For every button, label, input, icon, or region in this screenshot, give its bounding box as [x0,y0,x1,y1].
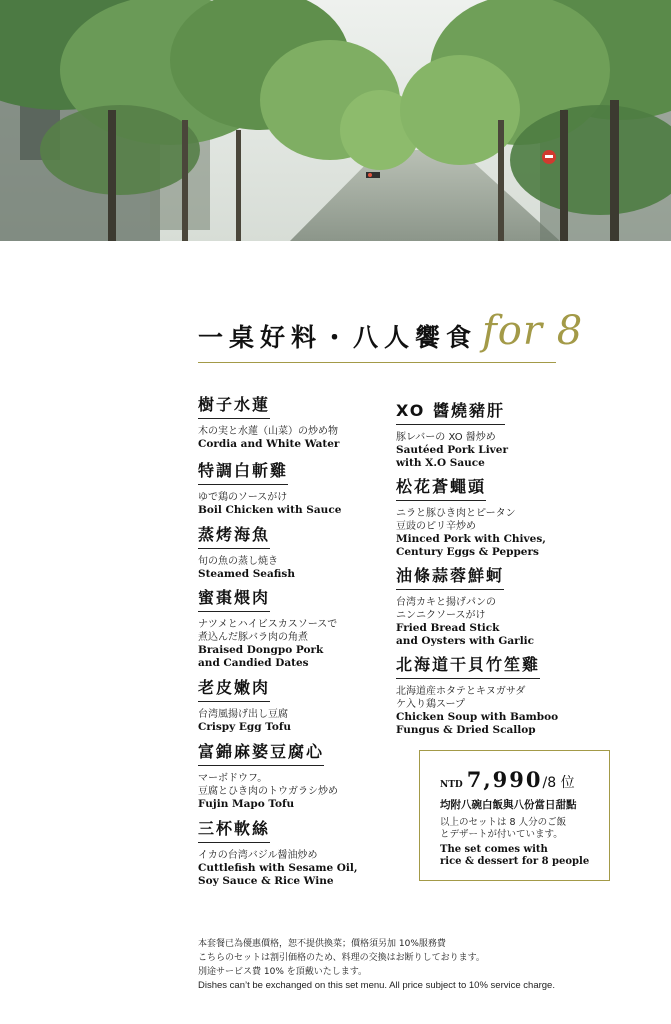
dish-name-jp: イカの台湾バジル醤油炒め [198,850,318,861]
dish-item [198,585,373,670]
dish-name-zh: 松花蒼蠅頭 [396,474,486,501]
dish-name-zh: 油條蒜蓉鮮蚵 [396,563,504,590]
dish-name-jp: 豚レバーの XO 醤炒め [396,432,496,443]
dish-name-zh: 蜜棗煨肉 [198,585,270,612]
price-line [440,767,575,792]
menu-title-for: for 8 [482,308,584,354]
dish-name-en: Crispy Egg Tofu [198,721,291,733]
price-box [419,750,610,881]
dish-name-en: Boil Chicken with Sauce [198,504,342,516]
dish-name-zh: 北海道干貝竹笙雞 [396,652,540,679]
currency-label: NTD [440,780,463,790]
footer-note-zh: 本套餐已為優惠價格，恕不提供換菜；價格須另加 10%服務費 [198,939,446,949]
includes-zh: 均附八碗白飯與八份當日甜點 [440,799,577,811]
footer-note-en: Dishes can’t be exchanged on this set menu. All price subject to 10% service charge. [198,980,555,991]
title-divider [198,362,556,363]
dish-name-jp: 北海道産ホタテとキヌガサダ ケ入り鶏スープ [396,686,526,710]
footer-note-jp: 別途サービス費 10% を頂戴いたします。 [198,967,368,977]
menu-title: 一桌好料・八人饗食 [198,323,478,352]
dish-name-jp: 台湾カキと揚げパンの ニンニクソースがけ [396,597,496,621]
dish-name-jp: 旬の魚の蒸し焼き [198,556,278,567]
footer-notes [198,937,555,993]
dish-name-en: Chicken Soup with Bamboo Fungus & Dried Scallop [396,711,559,736]
dish-name-zh: XO 醬燒豬肝 [396,398,505,425]
dish-name-zh: 富錦麻婆豆腐心 [198,739,324,766]
footer-note-jp: こちらのセットは割引価格のため、料理の交換はお断りしております。 [198,953,485,963]
dish-item [198,739,398,811]
dish-item [198,816,398,888]
dish-name-jp: ナツメとハイビスカスソースで 煮込んだ豚バラ肉の角煮 [198,619,338,643]
dish-name-en: Sautéed Pork Liver with X.O Sauce [396,444,508,469]
dish-name-en: Cordia and White Water [198,438,340,450]
dish-name-jp: 台湾風揚げ出し豆腐 [198,709,288,720]
hero-photo [0,0,671,241]
dish-name-zh: 三杯軟絲 [198,816,270,843]
dish-name-en: Cuttlefish with Sesame Oil, Soy Sauce & Rice Wine [198,862,358,887]
dish-item [396,652,596,737]
dish-item [396,474,596,559]
dish-name-jp: マーボドウフ。 豆腐とひき肉のトウガラシ炒め [198,773,338,797]
includes-en: The set comes with rice & dessert for 8 people [440,844,590,867]
dish-name-zh: 蒸烤海魚 [198,522,270,549]
dish-name-en: Braised Dongpo Pork and Candied Dates [198,644,324,669]
dish-item [198,392,373,451]
dish-name-jp: ゆで鶏のソースがけ [198,492,288,503]
dish-item [396,398,596,470]
dish-item [396,563,596,648]
dish-name-zh: 老皮嫩肉 [198,675,270,702]
dish-item [198,458,373,517]
dish-name-en: Fried Bread Stick and Oysters with Garlic [396,622,535,647]
dish-name-en: Fujin Mapo Tofu [198,798,295,810]
dish-item [198,522,373,581]
dish-name-en: Steamed Seafish [198,568,295,580]
dish-item [198,675,373,734]
price-per: /8 位 [542,775,575,791]
dish-name-zh: 樹子水蓮 [198,392,270,419]
dish-name-zh: 特調白斬雞 [198,458,288,485]
dish-name-jp: 木の実と水蓮（山菜）の炒め物 [198,426,338,437]
includes-jp: 以上のセットは 8 人分のご飯 とデザートが付いています。 [440,817,567,840]
price-amount: 7,990 [466,767,543,792]
dish-name-en: Minced Pork with Chives, Century Eggs & Peppers [396,533,546,558]
dish-name-jp: ニラと豚ひき肉とピータン 豆豉のピリ辛炒め [396,508,516,532]
